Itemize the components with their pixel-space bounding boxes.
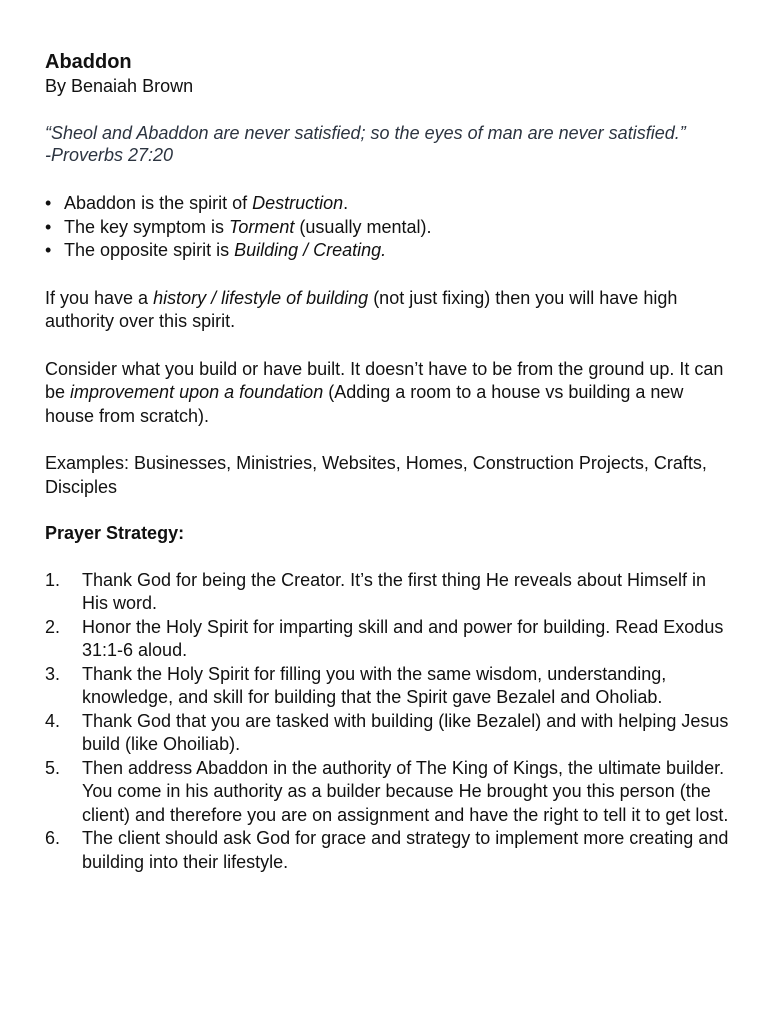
step-number: 4. bbox=[45, 710, 61, 731]
scripture-quote bbox=[45, 122, 735, 166]
paragraph-emphasis: history / lifestyle of building bbox=[153, 287, 369, 308]
list-item bbox=[45, 710, 735, 757]
list-item bbox=[45, 827, 735, 874]
bullet-text: The opposite spirit is bbox=[64, 240, 235, 260]
bullet-text-end: . bbox=[343, 193, 349, 213]
bullet-marker: • bbox=[45, 240, 52, 260]
list-item bbox=[45, 216, 735, 240]
paragraph-text: Consider what you build or have built. It doesn’t have to be from the ground up. It can be bbox=[45, 358, 724, 402]
bullet-marker: • bbox=[45, 216, 52, 237]
step-number: 1. bbox=[45, 569, 61, 590]
step-text: Thank God that you are tasked with building (like Bezalel) and with helping Jesus build (like Ohoiliab). bbox=[82, 710, 729, 754]
list-item bbox=[45, 757, 735, 828]
list-item bbox=[45, 616, 735, 663]
step-number: 2. bbox=[45, 616, 61, 637]
bullet-text: The key symptom is bbox=[64, 216, 230, 237]
quote-text: “Sheol and Abaddon are never satisfied; so the eyes of man are never satisfied.” bbox=[45, 123, 686, 143]
paragraph-consider bbox=[45, 358, 735, 429]
paragraph-authority bbox=[45, 287, 735, 334]
document-page bbox=[45, 50, 735, 874]
step-number: 3. bbox=[45, 663, 61, 684]
step-text: Honor the Holy Spirit for imparting skill and and power for building. Read Exodus 31:1-6 aloud. bbox=[82, 616, 724, 660]
prayer-strategy-heading: Prayer Strategy: bbox=[45, 523, 185, 543]
list-item bbox=[45, 569, 735, 616]
step-text: The client should ask God for grace and strategy to implement more creating and building into their lifestyle. bbox=[82, 828, 729, 872]
list-item bbox=[45, 239, 735, 263]
paragraph-text-end: (not just fixing) then you will have high authority over this spirit. bbox=[45, 287, 678, 331]
bullet-marker: • bbox=[45, 193, 52, 213]
bullet-emphasis: Building / Creating. bbox=[234, 240, 387, 260]
quote-source: -Proverbs 27:20 bbox=[45, 145, 174, 165]
paragraph-text-end: (Adding a room to a house vs building a new house from scratch). bbox=[45, 382, 684, 426]
list-item bbox=[45, 192, 735, 216]
paragraph-examples: Examples: Businesses, Ministries, Websites, Homes, Construction Projects, Crafts, Disciples bbox=[45, 453, 707, 497]
bullet-text: Abaddon is the spirit of bbox=[64, 193, 253, 213]
step-number: 6. bbox=[45, 828, 61, 848]
key-points-list bbox=[45, 192, 735, 263]
paragraph-emphasis: improvement upon a foundation bbox=[70, 382, 324, 402]
bullet-emphasis: Torment bbox=[229, 216, 295, 237]
bullet-emphasis: Destruction bbox=[252, 193, 344, 213]
prayer-steps-list bbox=[45, 569, 735, 875]
step-text: Then address Abaddon in the authority of The King of Kings, the ultimate builder. You come in his authority as a builder because He brought you this person (the client) and therefore you are on assignment and have the right to tell it to get lost. bbox=[82, 757, 729, 825]
step-number: 5. bbox=[45, 757, 61, 778]
paragraph-text: If you have a bbox=[45, 287, 154, 308]
step-text: Thank the Holy Spirit for filling you with the same wisdom, understanding, knowledge, and skill for building that the Spirit gave Bezalel and Oholiab. bbox=[82, 663, 667, 707]
list-item bbox=[45, 663, 735, 710]
step-text: Thank God for being the Creator. It’s the first thing He reveals about Himself in His word. bbox=[82, 569, 706, 613]
document-title: Abaddon bbox=[45, 51, 132, 73]
bullet-text-end: (usually mental). bbox=[294, 216, 432, 237]
document-author: By Benaiah Brown bbox=[45, 76, 194, 96]
